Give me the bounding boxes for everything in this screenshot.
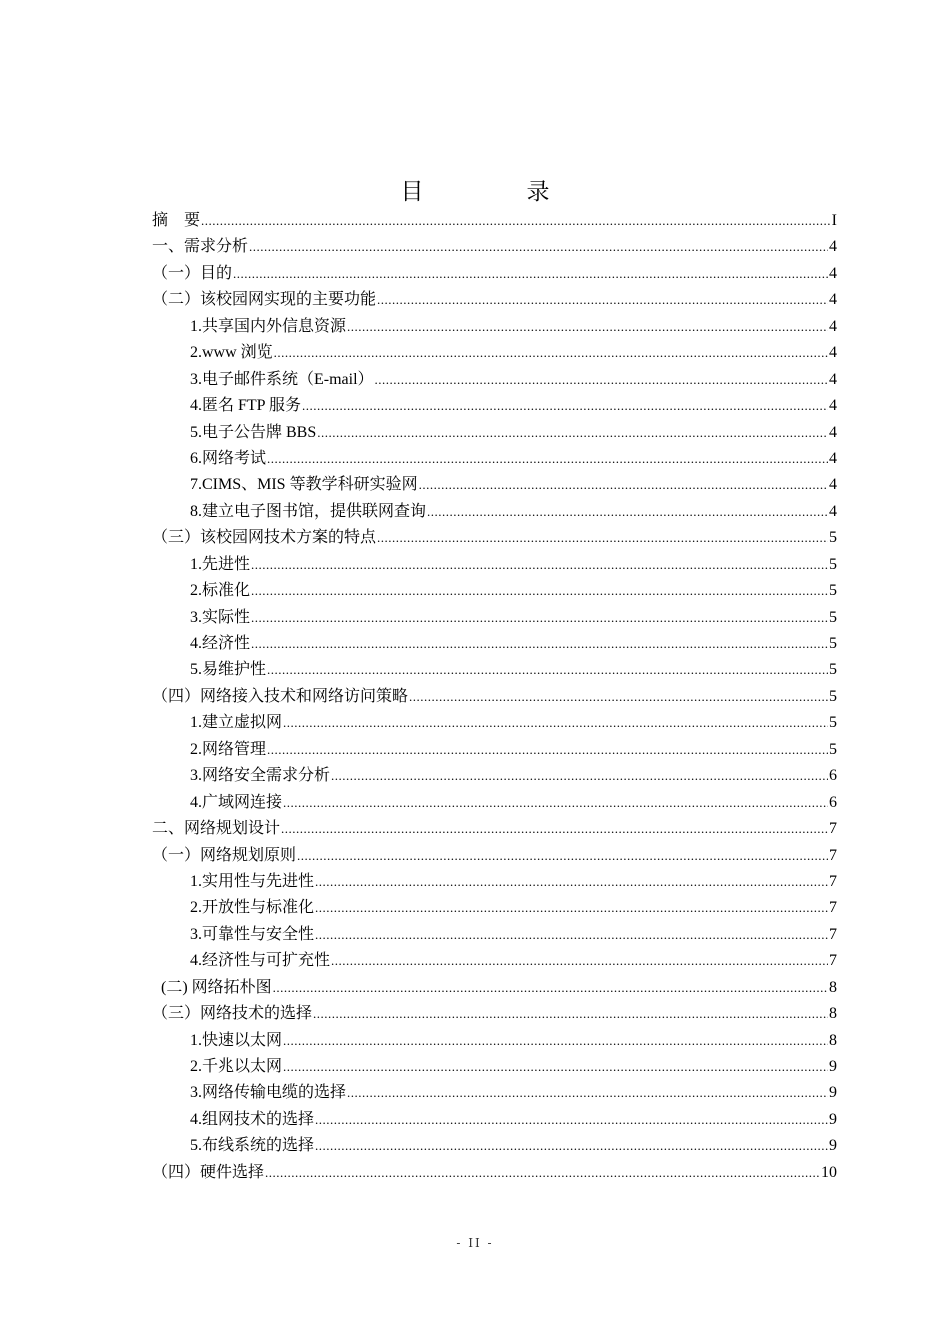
toc-dot-leader: [315, 1107, 828, 1133]
toc-dot-leader: [377, 525, 828, 551]
toc-dot-leader: [283, 1054, 828, 1080]
toc-entry-title: 2.标准化: [190, 582, 251, 600]
toc-dot-leader: [347, 314, 828, 340]
toc-entry-page: 9: [829, 1137, 837, 1155]
toc-dot-leader: [409, 684, 828, 710]
toc-dot-leader: [249, 234, 828, 260]
toc-dot-leader: [313, 1001, 828, 1027]
toc-entry[interactable]: [152, 208, 837, 234]
toc-entry-title: （三）该校园网技术方案的特点: [152, 529, 377, 547]
toc-entry-title: （四）网络接入技术和网络访问策略: [152, 687, 409, 705]
toc-dot-leader: [317, 420, 828, 446]
toc-dot-leader: [251, 578, 828, 604]
toc-entry-title: 3.网络安全需求分析: [190, 767, 331, 785]
toc-entry[interactable]: [152, 1028, 837, 1054]
toc-dot-leader: [201, 208, 831, 234]
toc-entry[interactable]: [152, 261, 837, 287]
toc-entry-title: 3.实际性: [190, 608, 251, 626]
toc-entry[interactable]: [152, 367, 837, 393]
toc-entry[interactable]: [152, 869, 837, 895]
toc-entry[interactable]: [152, 472, 837, 498]
toc-entry-title: （二）该校园网实现的主要功能: [152, 291, 377, 309]
toc-entry[interactable]: [152, 1001, 837, 1027]
toc-entry[interactable]: [152, 446, 837, 472]
toc-entry[interactable]: [152, 895, 837, 921]
toc-dot-leader: [251, 552, 828, 578]
toc-entry-page: 9: [829, 1084, 837, 1102]
toc-entry-page: 9: [829, 1110, 837, 1128]
toc-entry[interactable]: [152, 843, 837, 869]
toc-entry-title: （三）网络技术的选择: [152, 1005, 313, 1023]
toc-dot-leader: [274, 340, 828, 366]
toc-dot-leader: [267, 737, 828, 763]
toc-entry-page: 7: [829, 846, 837, 864]
toc-entry-page: 9: [829, 1058, 837, 1075]
toc-entry-page: 4: [829, 476, 837, 494]
toc-entry-page: 6: [829, 793, 837, 811]
toc-dot-leader: [302, 393, 828, 419]
toc-dot-leader: [251, 605, 828, 631]
toc-entry-title: （一）网络规划原则: [152, 846, 297, 864]
toc-dot-leader: [375, 367, 828, 393]
toc-entry-page: I: [831, 212, 837, 229]
toc-entry[interactable]: [152, 1054, 837, 1080]
toc-entry-title: （四）硬件选择: [152, 1163, 265, 1181]
toc-entry-title: 1.实用性与先进性: [190, 872, 315, 890]
toc-entry[interactable]: [152, 525, 837, 551]
toc-dot-leader: [281, 816, 828, 842]
toc-entry-page: 6: [829, 767, 837, 785]
toc-dot-leader: [283, 1028, 828, 1054]
toc-dot-leader: [283, 790, 828, 816]
toc-entry-title: 2.www 浏览: [190, 344, 273, 362]
toc-entry-title: 1.快速以太网: [190, 1031, 283, 1049]
toc-entry[interactable]: [152, 605, 837, 631]
toc-entry-title: 8.建立电子图书馆，提供联网查询: [190, 502, 427, 520]
toc-entry-page: 7: [829, 952, 837, 970]
toc-entry-page: 4: [829, 370, 837, 388]
toc-entry-page: 5: [829, 635, 837, 652]
toc-entry-page: 7: [829, 820, 837, 838]
toc-entry-page: 5: [829, 661, 837, 679]
toc-entry-title: 2.千兆以太网: [190, 1058, 283, 1075]
toc-dot-leader: [377, 287, 828, 313]
toc-entry-page: 5: [829, 555, 837, 573]
toc-entry[interactable]: [152, 393, 837, 419]
toc-entry-page: 4: [829, 502, 837, 520]
toc-entry-page: 8: [829, 1031, 837, 1049]
toc-dot-leader: [273, 975, 828, 1001]
toc-dot-leader: [233, 261, 828, 287]
toc-entry-page: 4: [829, 238, 837, 256]
toc-dot-leader: [297, 843, 828, 869]
toc-entry[interactable]: [152, 948, 837, 974]
toc-dot-leader: [315, 922, 828, 948]
toc-dot-leader: [331, 948, 828, 974]
toc-entry-title: 6.网络考试: [190, 449, 267, 467]
toc-dot-leader: [267, 657, 828, 683]
toc-entry[interactable]: [152, 922, 837, 948]
toc-entry[interactable]: [152, 287, 837, 313]
toc-entry-title: 5.布线系统的选择: [190, 1137, 315, 1155]
toc-entry-page: 4: [829, 291, 837, 309]
toc-entry[interactable]: [152, 1107, 837, 1133]
page-number-footer: - II -: [456, 1236, 494, 1250]
toc-entry-title: 3.电子邮件系统（E-mail）: [190, 370, 374, 388]
toc-entry-title: 7.CIMS、MIS 等教学科研实验网: [190, 476, 418, 494]
toc-entry[interactable]: [152, 1133, 837, 1159]
toc-dot-leader: [419, 472, 828, 498]
toc-dot-leader: [265, 1160, 820, 1186]
toc-entry[interactable]: [152, 816, 837, 842]
toc-entry-title: (二) 网络拓朴图: [161, 978, 272, 996]
toc-dot-leader: [251, 631, 828, 657]
toc-entry-title: 摘 要: [152, 212, 201, 229]
toc-entry-page: 5: [829, 714, 837, 732]
toc-entry-title: 4.广域网连接: [190, 793, 283, 811]
toc-dot-leader: [315, 895, 828, 921]
toc-entry-title: 一、需求分析: [152, 238, 249, 256]
toc-entry[interactable]: [152, 552, 837, 578]
toc-entry-page: 5: [829, 608, 837, 626]
toc-entry-page: 5: [829, 687, 837, 705]
toc-entry-page: 4: [829, 449, 837, 467]
toc-dot-leader: [283, 710, 828, 736]
toc-entry-page: 5: [829, 740, 837, 758]
toc-entry-title: 5.易维护性: [190, 661, 267, 679]
toc-dot-leader: [315, 1133, 828, 1159]
toc-entry-page: 4: [829, 397, 837, 415]
toc-entry-page: 5: [829, 529, 837, 547]
toc-entry-page: 8: [829, 978, 837, 996]
toc-dot-leader: [267, 446, 828, 472]
toc-entry-page: 10: [821, 1163, 837, 1181]
toc-entry[interactable]: [152, 578, 837, 604]
toc-entry[interactable]: [152, 1080, 837, 1106]
toc-entry-page: 4: [829, 344, 837, 362]
toc-dot-leader: [315, 869, 828, 895]
toc-entry[interactable]: [152, 1160, 837, 1186]
toc-entry-title: 3.网络传输电缆的选择: [190, 1084, 347, 1102]
toc-entry[interactable]: [152, 710, 837, 736]
toc-dot-leader: [427, 499, 828, 525]
toc-dot-leader: [347, 1080, 828, 1106]
toc-entry[interactable]: [152, 340, 837, 366]
toc-entry-title: （一）目的: [152, 264, 233, 282]
toc-entry-page: 4: [829, 423, 837, 441]
toc-entry-title: 1.建立虚拟网: [190, 714, 283, 732]
toc-entry-page: 8: [829, 1005, 837, 1023]
toc-entry-title: 4.匿名 FTP 服务: [190, 397, 301, 415]
toc-entry-title: 2.网络管理: [190, 740, 267, 758]
toc-entry[interactable]: [152, 975, 837, 1001]
table-of-contents: [152, 208, 837, 1186]
toc-entry[interactable]: [152, 234, 837, 260]
toc-entry-title: 4.经济性与可扩充性: [190, 952, 331, 970]
toc-entry-title: 1.共享国内外信息资源: [190, 317, 347, 335]
toc-entry-page: 5: [829, 582, 837, 600]
toc-entry[interactable]: [152, 657, 837, 683]
toc-entry-page: 4: [829, 264, 837, 282]
toc-entry-page: 4: [829, 317, 837, 335]
toc-entry-title: 二、网络规划设计: [152, 820, 281, 838]
toc-entry-page: 7: [829, 872, 837, 890]
toc-entry[interactable]: [152, 314, 837, 340]
toc-entry-title: 1.先进性: [190, 555, 251, 573]
toc-entry-page: 7: [829, 899, 837, 917]
toc-entry[interactable]: [152, 737, 837, 763]
toc-entry[interactable]: [152, 631, 837, 657]
toc-entry[interactable]: [152, 684, 837, 710]
toc-entry-title: 4.组网技术的选择: [190, 1110, 315, 1128]
page-title: 目 录: [400, 179, 590, 205]
toc-entry[interactable]: [152, 763, 837, 789]
toc-entry-page: 7: [829, 925, 837, 943]
toc-entry-title: 5.电子公告牌 BBS: [190, 423, 317, 441]
toc-entry[interactable]: [152, 420, 837, 446]
toc-entry[interactable]: [152, 499, 837, 525]
toc-dot-leader: [331, 763, 828, 789]
toc-entry-title: 3.可靠性与安全性: [190, 925, 315, 943]
toc-entry-title: 2.开放性与标准化: [190, 899, 315, 917]
toc-entry-title: 4.经济性: [190, 635, 251, 652]
toc-entry[interactable]: [152, 790, 837, 816]
